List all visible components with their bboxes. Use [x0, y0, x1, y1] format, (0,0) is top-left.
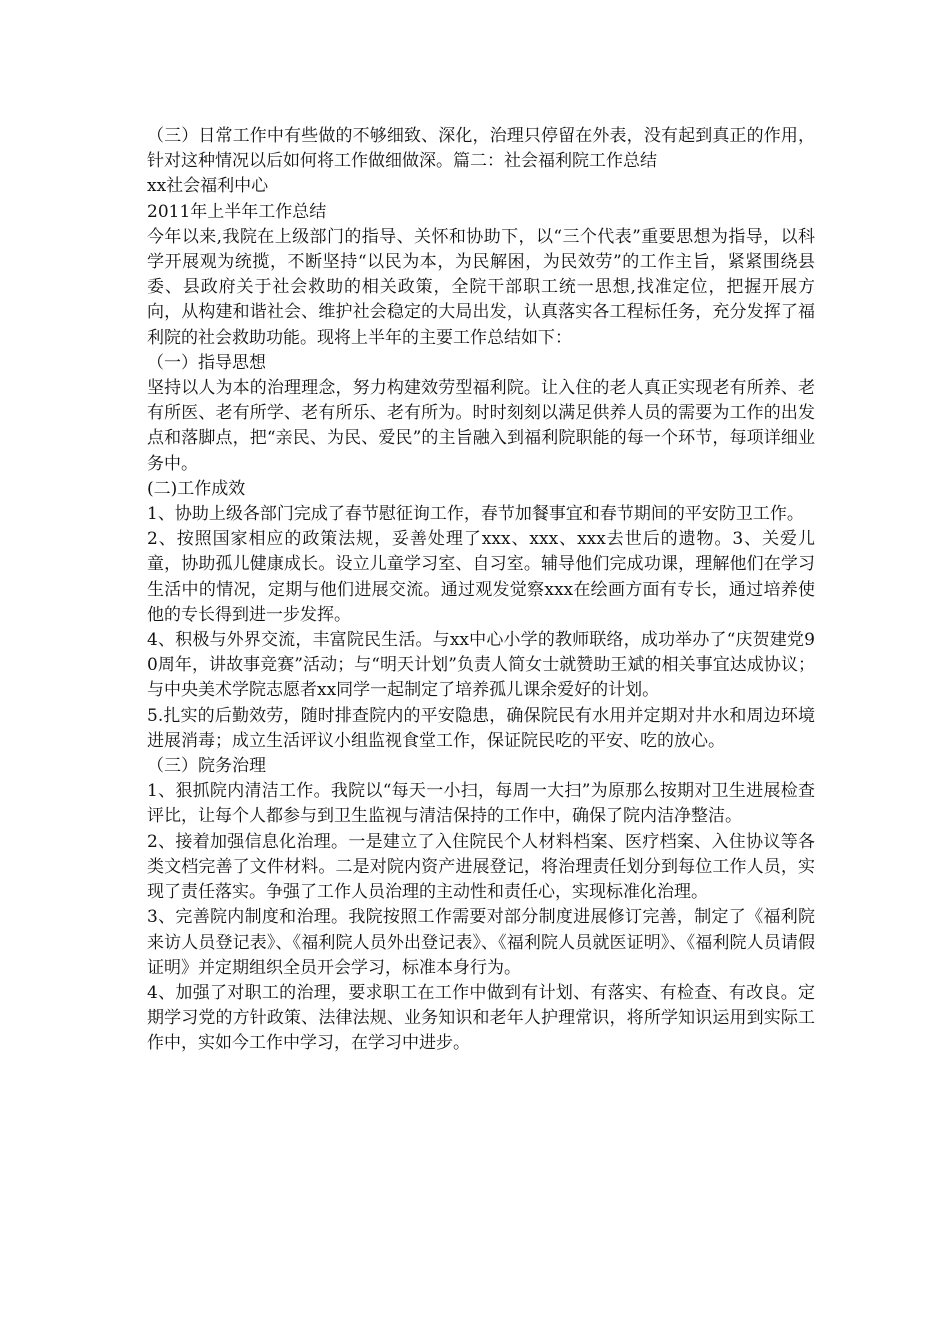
report-title: 2011年上半年工作总结	[147, 201, 327, 222]
paragraph-overview: 今年以来,我院在上级部门的指导、关怀和协助下，以“三个代表”重要思想为指导，以科学开展观为统揽，不断坚持“以民为本，为民解困，为民效劳”的工作主旨，紧紧围绕县委、县政府关于社会救助的相关政策，全院干部职工统一思想,找准定位，把握开展方向，从构建和谐社会、维护社会稳定的大局出发，认真落实各工程标任务，充分发挥了福利院的社会救助功能。现将上半年的主要工作总结如下：	[147, 226, 815, 348]
paragraph-guiding-thought: 坚持以人为本的治理理念，努力构建效劳型福利院。让入住的老人真正实现老有所养、老有所医、老有所学、老有所乐、老有所为。时时刻刻以满足供养人员的需要为工作的出发点和落脚点，把“亲民、为民、爱民”的主旨融入到福利院职能的每一个环节，每项详细业务中。	[147, 378, 815, 474]
paragraph-management-2: 2、接着加强信息化治理。一是建立了入住院民个人材料档案、医疗档案、入住协议等各类文档完善了文件材料。二是对院内资产进展登记，将治理责任划分到每位工作人员，实现了责任落实。争强了工作人员治理的主动性和责任心，实现标准化治理。	[147, 831, 815, 903]
paragraph-section-3-intro: （三）日常工作中有些做的不够细致、深化，治理只停留在外表，没有起到真正的作用，针对这种情况以后如何将工作做细做深。篇二：社会福利院工作总结	[147, 126, 815, 172]
heading-management: （三）院务治理	[147, 756, 266, 777]
heading-guiding-thought: （一）指导思想	[147, 352, 266, 373]
paragraph-result-1: 1、协助上级各部门完成了春节慰征询工作，春节加餐事宜和春节期间的平安防卫工作。	[147, 504, 804, 525]
organization-name: xx社会福利中心	[147, 176, 269, 197]
heading-work-results: (二)工作成效	[147, 478, 246, 499]
document-body	[147, 124, 815, 1057]
paragraph-management-1: 1、狠抓院内清洁工作。我院以“每天一小扫，每周一大扫”为原那么按期对卫生进展检查评比，让每个人都参与到卫生监视与清洁保持的工作中，确保了院内洁净整洁。	[147, 781, 815, 827]
paragraph-result-4: 4、积极与外界交流，丰富院民生活。与xx中心小学的教师联络，成功举办了“庆贺建党90周年，讲故事竞赛”活动；与“明天计划”负责人简女士就赞助王斌的相关事宜达成协议；与中央美术学院志愿者xx同学一起制定了培养孤儿课余爱好的计划。	[147, 630, 815, 701]
paragraph-management-4: 4、加强了对职工的治理，要求职工在工作中做到有计划、有落实、有检查、有改良。定期学习党的方针政策、法律法规、业务知识和老年人护理常识，将所学知识运用到实际工作中，实如今工作中学习，在学习中进步。	[147, 982, 815, 1054]
paragraph-management-3: 3、完善院内制度和治理。我院按照工作需要对部分制度进展修订完善，制定了《福利院来访人员登记表》、《福利院人员外出登记表》、《福利院人员就医证明》、《福利院人员请假证明》并定期组织全员开会学习，标准本身行为。	[147, 907, 815, 978]
paragraph-result-5: 5.扎实的后勤效劳，随时排查院内的平安隐患，确保院民有水用并定期对井水和周边环境进展消毒；成立生活评议小组监视食堂工作，保证院民吃的平安、吃的放心。	[147, 705, 815, 751]
paragraph-result-2: 2、按照国家相应的政策法规，妥善处理了xxx、xxx、xxx去世后的遗物。3、关爱儿童，协助孤儿健康成长。设立儿童学习室、自习室。辅导他们完成功课，理解他们在学习生活中的情况，定期与他们进展交流。通过观发觉察xxx在绘画方面有专长，通过培养使他的专长得到进一步发挥。	[147, 529, 815, 625]
